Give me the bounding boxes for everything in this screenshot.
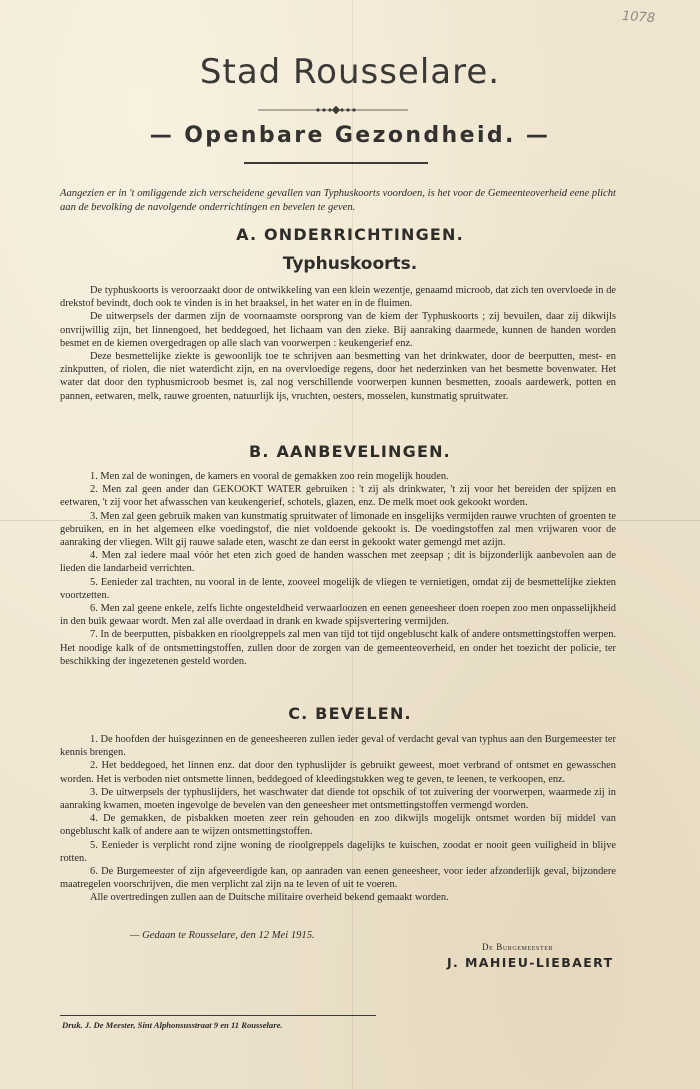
ornament-divider xyxy=(258,104,408,116)
list-item: 7. In de beerputten, pisbakken en rioolgreppels zal men van tijd tot tijd ongebluscht kalk of andere ontsmettingstoffen werpen. Het noodige kalk of de ontsmettingstoffen, zullen door de zorgen van de gemeenteoverheid, en onder het toezicht der policie, ter beschikking der ingezetenen gesteld worden. xyxy=(60,629,616,667)
signatory-name: J. MAHIEU-LIEBAERT xyxy=(447,955,614,970)
paragraph: Deze besmettelijke ziekte is gewoonlijk toe te schrijven aan besmetting van het drinkwater, door de beerputten, mest- en zinkputten, of riolen, die niet waterdicht zijn, en na overvloedige regens, door het nederzinken van het besmette bovenwater. Het water dat door den typhusmicroob besmet is, zal nog verschillende voorwerpen kunnen besmetten, zooals aardewerk, potten en pannen, eetwaren, melk, rauwe groenten, natuurlijk ijs, vruchten, oesters, mosselen, kunstmatig spruitwater. xyxy=(60,351,616,402)
footer-rule xyxy=(60,1015,376,1016)
section-b-body xyxy=(60,470,616,668)
poster-subtitle: — Openbare Gezondheid. — xyxy=(149,123,551,148)
poster-title: Stad Rousselare. xyxy=(199,52,501,92)
subtitle-rule xyxy=(244,162,428,164)
list-item: 1. De hoofden der huisgezinnen en de geneesheeren zullen ieder geval of verdacht geval van typhus aan den Burgemeester ter kennis brengen. xyxy=(60,734,616,759)
signatory-title: De Burgemeester xyxy=(482,942,554,952)
section-c-body xyxy=(60,733,616,905)
dateline: — Gedaan te Rousselare, den 12 Mei 1915. xyxy=(130,930,315,941)
section-a-subheading: Typhuskoorts. xyxy=(282,254,418,274)
list-item: 6. Men zal geene enkele, zelfs lichte ongesteldheid verwaarloozen en eenen geneesheer doen roepen zoo men onpasselijkheid in den buik gewaar wordt. Men zal alle overdaad in drank en kwade spijsvertering vermijden. xyxy=(60,603,616,628)
section-a-body xyxy=(60,284,616,403)
list-item: 2. Men zal geen ander dan GEKOOKT WATER gebruiken : 't zij als drinkwater, 't zij voor het bereiden der spijzen en eetwaren, 't zij voor het afwasschen van keukengerief, schotels, glazen, enz. De melk moet ook gekookt worden. xyxy=(60,484,616,509)
list-item: 5. Eenieder is verplicht rond zijne woning de rioolgreppels dagelijks te kuischen, zoodat er nooit geen vuiligheid in blijve rotten. xyxy=(60,839,616,864)
list-item: 3. Men zal geen gebruik maken van kunstmatig spruitwater of limonade en insgelijks vermijden rauwe vruchten of groenten te gebruiken, en in het algemeen elke voedingstof, die niet voldoende gekookt is. De voedingstoffen zal men vrijwaren voor de aanraking der vliegen. Wilt gij rauwe salade eten, wascht ze dan eerst in gekookt water gemengd met azijn. xyxy=(60,510,617,549)
list-item: 3. De uitwerpsels der typhuslijders, het waschwater dat diende tot opschik of tot zuivering der voorwerpen, waarmede zij in aanraking kwamen, moeten ingevolge de bevelen van den geneesheer met ontsmettingstoffen vermengd worden. xyxy=(60,786,616,812)
printer-imprint: Druk. J. De Meester, Sint Alphonsusstraat 9 en 11 Rousselare. xyxy=(62,1020,283,1030)
list-item: 2. Het beddegoed, het linnen enz. dat door den typhuslijder is gebruikt geweest, moet verbrand of ontsmet en gewasschen worden. Het is verboden niet ontsmette linnen, beddegoed of kleedingstukken weg te geven, te leenen, te verkoopen, enz. xyxy=(60,760,616,785)
list-item: Alle overtredingen zullen aan de Duitsche militaire overheid bekend gemaakt worden. xyxy=(90,892,449,904)
intro-paragraph: Aangezien er in 't omliggende zich verscheidene gevallen van Typhuskoorts voordoen, is het voor de Gemeenteoverheid eene plicht aan de bevolking de navolgende onderrichtingen en bevelen te geven. xyxy=(60,188,616,213)
list-item: 1. Men zal de woningen, de kamers en vooral de gemakken zoo rein mogelijk houden. xyxy=(90,471,449,482)
section-b-heading: B. AANBEVELINGEN. xyxy=(249,442,451,461)
paragraph: De uitwerpsels der darmen zijn de voornaamste oorsprong van de kiem der Typhuskoorts ; zij bevuilen, daar zij dikwijls onvrijwillig zijn, het linnengoed, het beddegoed, het lichaam van den zieke. Bij aanraking daarmede, kunnen de handen worden besmet en de kiemen overgedragen op alle slach van voorwerpen : keukengerief enz. xyxy=(60,311,616,349)
list-item: 6. De Burgemeester of zijn afgeveerdigde kan, op aanraden van eenen geneesheer, voor ieder afzonderlijk geval, bijzondere maatregelen voorschrijven, die men verplicht zal zijn na te leven of uit te voeren. xyxy=(60,866,616,891)
section-c-heading: C. BEVELEN. xyxy=(288,704,412,723)
list-item: 4. De gemakken, de pisbakken moeten zeer rein gehouden en zoo dikwijls mogelijk ontsmet worden bij middel van ongebluscht kalk of andere aan te wijzen ontsmettingstoffen. xyxy=(60,813,616,838)
archive-note: 1078 xyxy=(621,8,656,27)
list-item: 4. Men zal iedere maal vóór het eten zich goed de handen wasschen met zeepsap ; dit is bijzonderlijk aanbevolen aan de lieden die landarbeid verrichten. xyxy=(60,550,616,575)
section-a-heading: A. ONDERRICHTINGEN. xyxy=(236,225,464,244)
list-item: 5. Eenieder zal trachten, nu vooral in de lente, zooveel mogelijk de vliegen te vernietigen, omdat zij de besmettelijke ziekten voortzetten. xyxy=(60,576,616,601)
paragraph: De typhuskoorts is veroorzaakt door de ontwikkeling van een klein wezentje, genaamd microob, dat zich ten overvloede in de drekstof bevindt, doch ook te vinden is in het braaksel, in het water en in de fluimen. xyxy=(60,285,616,310)
